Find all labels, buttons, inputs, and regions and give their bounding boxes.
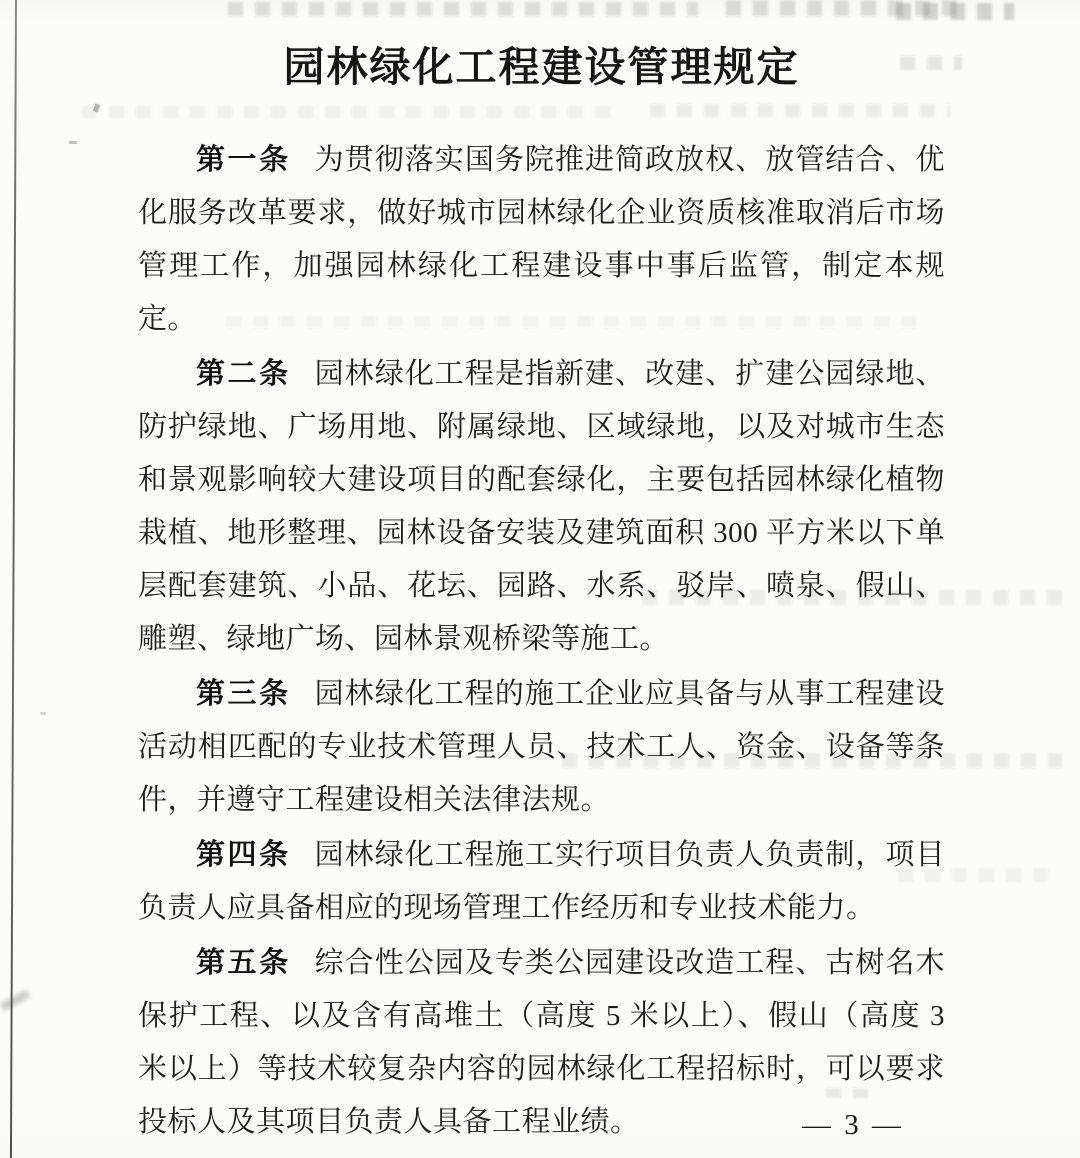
article-paragraph xyxy=(138,829,945,935)
scratch-mark xyxy=(0,989,30,1011)
article-label: 第三条 xyxy=(196,678,291,710)
article-text: 园林绿化工程是指新建、改建、扩建公园绿地、防护绿地、广场用地、附属绿地、区域绿地，以及对城市生态和景观影响较大建设项目的配套绿化，主要包括园林绿化植物栽植、地形整理、园林设备安装及建筑面积 300 平方米以下单层配套建筑、小品、花坛、园路、水系、驳岸、喷泉、假山、雕塑、绿地广场、园林景观桥梁等施工。 xyxy=(138,358,945,655)
article-label: 第四条 xyxy=(196,839,291,871)
article-label: 第一条 xyxy=(196,144,291,176)
ink-speck xyxy=(69,141,77,144)
article-text: 为贯彻落实国务院推进简政放权、放管结合、优化服务改革要求，做好城市园林绿化企业资质核准取消后市场管理工作，加强园林绿化工程建设事中事后监管，制定本规定。 xyxy=(138,144,945,335)
page-number: — 3 — xyxy=(802,1109,904,1141)
article-label: 第二条 xyxy=(196,358,291,390)
ink-speck xyxy=(40,712,46,715)
article-text: 园林绿化工程的施工企业应具备与从事工程建设活动相匹配的专业技术管理人员、技术工人、资金、设备等条件，并遵守工程建设相关法律法规。 xyxy=(138,678,945,816)
article-paragraph xyxy=(138,668,945,827)
document-body xyxy=(138,36,945,1151)
bleed-through-artifact xyxy=(228,2,698,16)
article-paragraph xyxy=(138,348,945,666)
document-title: 园林绿化工程建设管理规定 xyxy=(283,44,800,90)
scan-edge-line xyxy=(10,0,17,1158)
article-label: 第五条 xyxy=(196,947,291,979)
article-text: 综合性公园及专类公园建设改造工程、古树名木保护工程、以及含有高堆土（高度 5 米以上）、假山（高度 3 米以上）等技术较复杂内容的园林绿化工程招标时，可以要求投标人及其项目负责人具备工程业绩。 xyxy=(138,947,945,1138)
article-text: 园林绿化工程施工实行项目负责人负责制，项目负责人应具备相应的现场管理工作经历和专业技术能力。 xyxy=(138,839,945,924)
article-paragraph xyxy=(138,134,945,346)
bleed-through-artifact xyxy=(896,3,1014,20)
